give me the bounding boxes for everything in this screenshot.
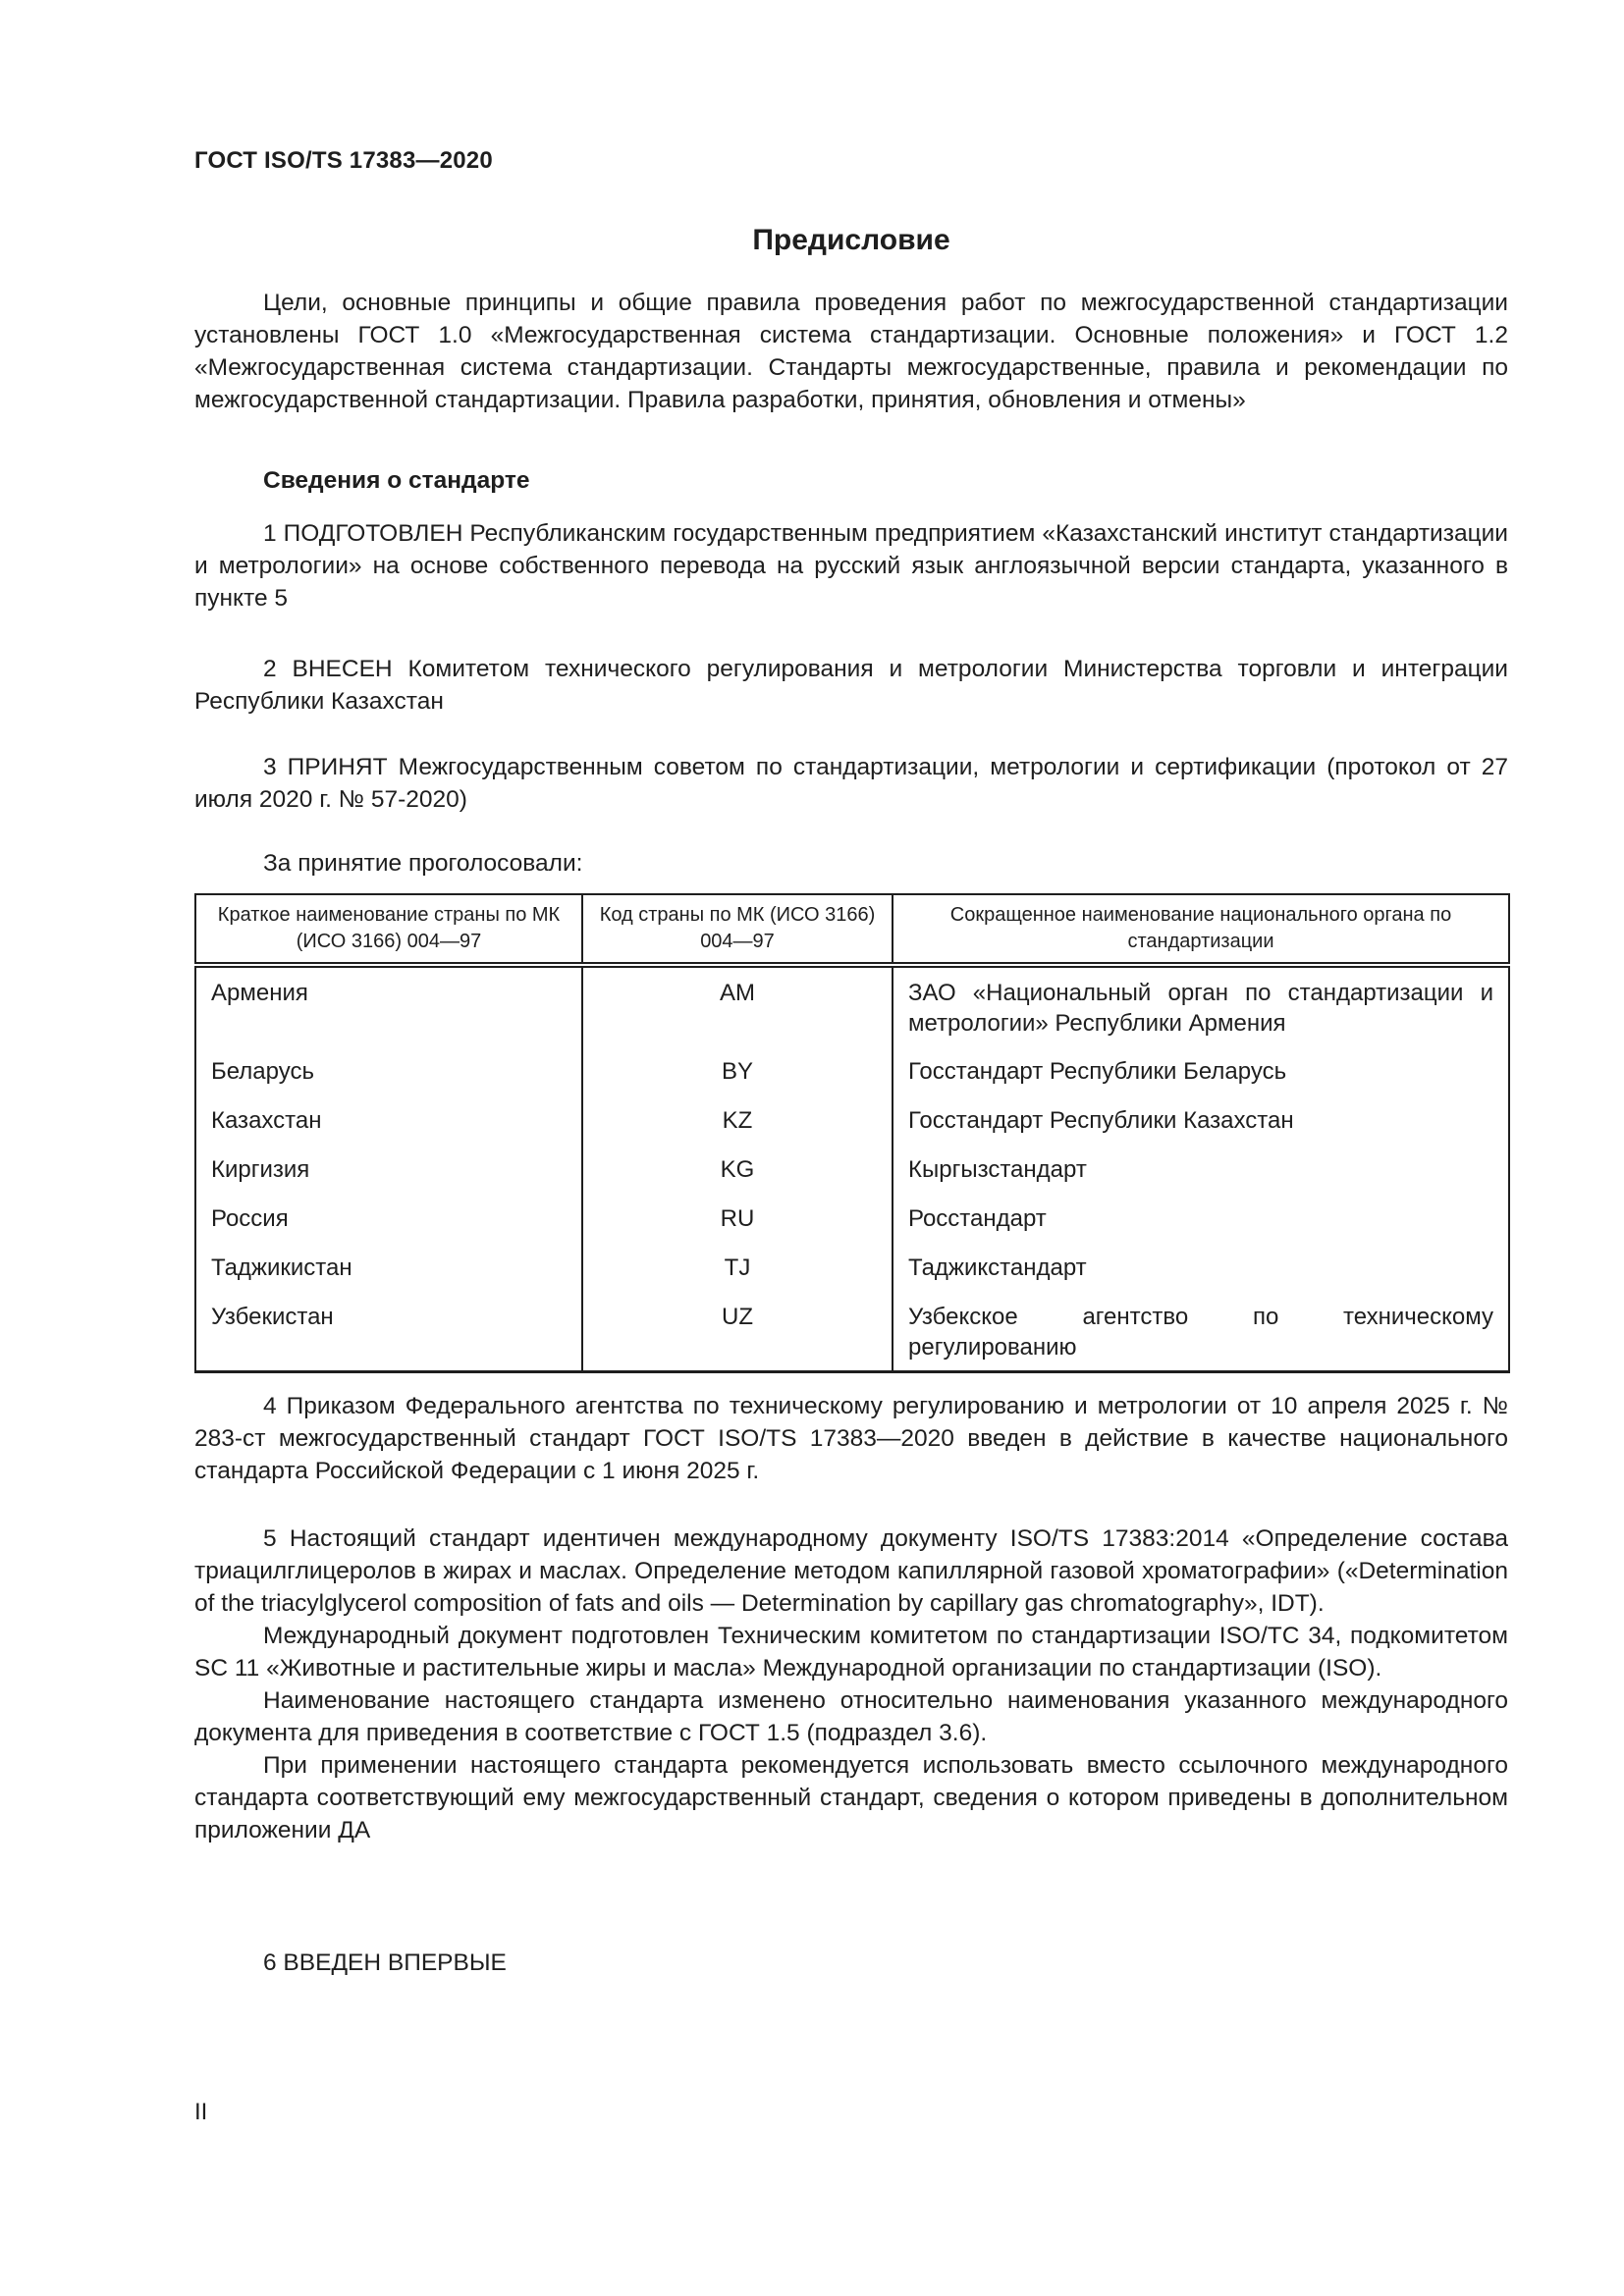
item-2-submitted: 2 ВНЕСЕН Комитетом технического регулирования и метрологии Министерства торговли и интеграции Республики Казахстан [194,656,1508,715]
cell-code: KZ [582,1105,893,1154]
table-row [195,1105,1509,1154]
item-5-title-change: Наименование настоящего стандарта изменено относительно наименования указанного международного документа для приведения в соответствие с ГОСТ 1.5 (подраздел 3.6). [194,1687,1508,1746]
item-4-enacted: 4 Приказом Федерального агентства по техническому регулированию и метрологии от 10 апреля 2025 г. № 283-ст межгосударственный стандарт ГОСТ ISO/TS 17383—2020 введен в действие в качестве национального стандарта Российской Федерации с 1 июня 2025 г. [194,1393,1508,1484]
cell-country: Беларусь [211,1058,314,1085]
item-3-adopted: 3 ПРИНЯТ Межгосударственным советом по стандартизации, метрологии и сертификации (протокол от 27 июля 2020 г. № 57-2020) [194,754,1508,813]
header-country-name: Краткое наименование страны по МК (ИСО 3166) 004—97 [195,894,582,965]
cell-code: RU [582,1203,893,1253]
intro-paragraph-block [194,287,1508,416]
item-4-block [194,1390,1508,1487]
cell-country: Киргизия [211,1156,310,1183]
voting-countries-table [194,893,1510,1373]
table-row [195,965,1509,1056]
cell-body: Госстандарт Республики Беларусь [893,1056,1509,1105]
cell-country: Россия [211,1205,289,1232]
cell-body: Кыргызстандарт [893,1154,1509,1203]
cell-code: BY [582,1056,893,1105]
intro-paragraph: Цели, основные принципы и общие правила проведения работ по межгосударственной стандартизации установлены ГОСТ 1.0 «Межгосударственная система стандартизации. Основные положения» и ГОСТ 1.2 «Межгосударственная система стандартизации. Стандарты межгосударственные, правила и рекомендации по межгосударственной стандартизации. Правила разработки, принятия, обновления и отмены» [194,290,1508,413]
vote-label: За принятие проголосовали: [263,850,583,877]
section-heading: Сведения о стандарте [263,467,530,494]
item-5-committee: Международный документ подготовлен Техническим комитетом по стандартизации ISO/TC 34, подкомитетом SC 11 «Животные и растительные жиры и масла» Международной организации по стандартизации (ISO). [194,1623,1508,1682]
table-row [195,1203,1509,1253]
item-5-recommendation: При применении настоящего стандарта рекомендуется использовать вместо ссылочного международного стандарта соответствующий ему межгосударственный стандарт, сведения о котором приведены в дополнительном приложении ДА [194,1752,1508,1843]
page-title: Предисловие [752,224,950,256]
table-row [195,1302,1509,1372]
cell-country: Таджикистан [211,1255,352,1281]
header-national-body: Сокращенное наименование национального органа по стандартизации [893,894,1509,965]
table-header-row [195,894,1509,965]
cell-body: Госстандарт Республики Казахстан [893,1105,1509,1154]
page-number: II [194,2099,208,2125]
cell-body: Таджикстандарт [893,1253,1509,1302]
cell-body: ЗАО «Национальный орган по стандартизации и метрологии» Республики Армения [893,965,1509,1056]
cell-country: Узбекистан [211,1304,334,1330]
cell-body: Узбекское агентство по техническому регулированию [893,1302,1509,1372]
item-1-prepared: 1 ПОДГОТОВЛЕН Республиканским государственным предприятием «Казахстанский институт стандартизации и метрологии» на основе собственного перевода на русский язык англоязычной версии стандарта, указанного в пункте 5 [194,520,1508,612]
cell-code: TJ [582,1253,893,1302]
item-2-block [194,653,1508,718]
document-code-header: ГОСТ ISO/TS 17383—2020 [194,147,493,174]
table-row [195,1154,1509,1203]
item-5-identical: 5 Настоящий стандарт идентичен международному документу ISO/TS 17383:2014 «Определение состава триацилглицеролов в жирах и маслах. Определение методом капиллярной газовой хроматографии» («Determination of the triacylglycerol composition of fats and oils — Determination by capillary gas chromatography», IDT). [194,1525,1508,1617]
table-row [195,1056,1509,1105]
table-row [195,1253,1509,1302]
item-3-block [194,751,1508,816]
cell-country: Армения [211,980,308,1006]
item-5-block [194,1522,1508,1846]
cell-body: Росстандарт [893,1203,1509,1253]
cell-code: KG [582,1154,893,1203]
item-6-first-introduced: 6 ВВЕДЕН ВПЕРВЫЕ [263,1949,507,1976]
cell-country: Казахстан [211,1107,322,1134]
cell-code: AM [582,965,893,1056]
item-1-block [194,517,1508,614]
cell-code: UZ [582,1302,893,1372]
header-country-code: Код страны по МК (ИСО 3166) 004—97 [582,894,893,965]
